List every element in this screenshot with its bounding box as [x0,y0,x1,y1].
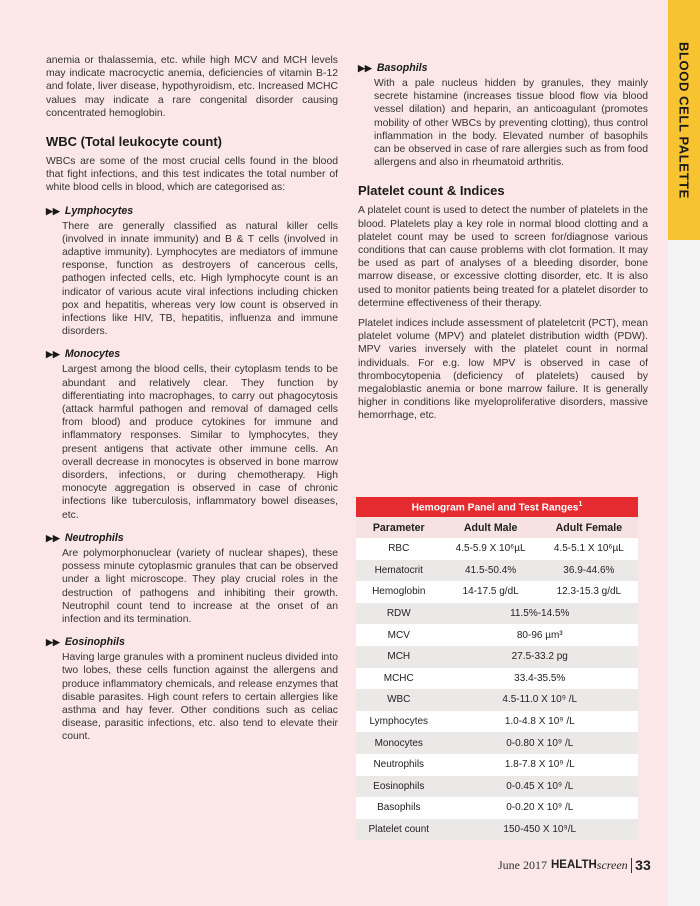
platelet-paragraph-1: A platelet count is used to detect the number of platelets in the blood. Platelets play a key role in normal blood clotting and a platelet count may be used to screen for/diagnose various conditions that can cause problems with clot formation. It may be used as part of analyses of a bleeding disorder, bone marrow disease, or excessive clotting disorder, etc. It is also used to monitor patients being treated for a platelet disorder to determine effectiveness of their therapy. [358,205,648,309]
table-row [356,668,638,690]
cell-parameter: Monocytes [356,732,442,754]
hemogram-table-wrap [356,497,638,840]
cell-range-both: 80-96 µm³ [442,624,638,646]
table-row [356,624,638,646]
basophils-paragraph: With a pale nucleus hidden by granules, they mainly secrete histamine (increases tissue blood flow via blood vessel dilation) and heparin, an anticoagulant (promotes mobility of other WBCs by preventing clotting), thus control inflammation in the body. Elevated number of basophils can be observed in case of rare allergies such as from food allergens and also in rheumatoid arthritis. [374,78,648,169]
cell-range-female: 12.3-15.3 g/dL [540,581,638,603]
platelet-paragraph-2: Platelet indices include assessment of plateletcrit (PCT), mean platelet volume (MPV) and platelet distribution width (PDW). MPV varies inversely with the platelet count in normal individuals. For e.g. low MPV is observed in case of thrombocytopenia (deficiency of platelets) caused by megaloblastic anemia or bone marrow failure. It is generally higher in conditions like myeloproliferative disorders, massive hemorrhage, etc. [358,318,648,422]
eosinophils-paragraph: Having large granules with a prominent nucleus divided into two lobes, these cells function against the allergens and produce inflammatory chemicals, and release enzymes that disable parasites. High count refers to certain allergies like asthma and hay fever. Other conditions such as celiac disease, parasitic infections, etc. also tend to elevate their count. [62,652,338,743]
table-row [356,603,638,625]
cell-range-both: 33.4-35.5% [442,668,638,690]
cell-parameter: Basophils [356,797,442,819]
cell-parameter: MCH [356,646,442,668]
cell-parameter: Hemoglobin [356,581,442,603]
intro-paragraph: anemia or thalassemia, etc. while high MCV and MCH levels may indicate macrocyctic anemia, deficiencies of vitamin B-12 and folate, liver disease, hypothyroidism, etc. Increased MCHC values may indicate a rare congenital disorder causing concentrated hemoglobin. [46,55,338,119]
table-row [356,776,638,798]
monocytes-paragraph: Largest among the blood cells, their cytoplasm tends to be abundant and relatively clear. They function by differentiating into macrophages, to carry out phagocytosis (attack harmful pathogen and removal of damaged cells from blood) and produce cytokines for immune and inflammatory responses. Similar to lymphocytes, they present antigens that activate other immune cells. An overall decrease in monocytes is observed in bone marrow disorders, infections, or during chemotherapy. High monocyte aggregation is observed in case of chronic infections like tuberculosis, inflammatory bowel diseases, etc. [62,364,338,521]
cell-range-both: 150-450 X 10⁹/L [442,819,638,841]
hemogram-table [356,497,638,840]
monocytes-subheading: ▶▶ Monocytes [46,348,121,361]
brand-name: HEALTH [551,859,597,871]
lymphocytes-paragraph: There are generally classified as natural killer cells (involved in innate immunity) and B & T cells (involved in adaptive immunity). Lymphocytes are mediators of immune response, function as destroyers of cancerous cells, pathogen infected cells, etc. High lymphocyte count is an indicator of various acute viral infections including chicken pox and hepatitis, whereas very low count is observed in infections like HIV, TB, hepatitis, influenza and immune disorders. [62,220,338,338]
lymphocytes-subheading: ▶▶ Lymphocytes [46,204,134,217]
cell-parameter: MCV [356,624,442,646]
cell-range-male: 4.5-5.9 X 10⁶µL [442,538,540,560]
cell-parameter: Neutrophils [356,754,442,776]
col-header-parameter: Parameter [356,517,442,538]
cell-parameter: RBC [356,538,442,560]
cell-parameter: Lymphocytes [356,711,442,733]
col-header-female: Adult Female [540,517,638,538]
issue-date: June 2017 [498,857,547,872]
table-row [356,711,638,733]
neutrophils-subheading: ▶▶ Neutrophils [46,531,124,544]
cell-parameter: WBC [356,689,442,711]
table-row [356,797,638,819]
wbc-heading: WBC (Total leukocyte count) [46,134,222,150]
cell-range-both: 11.5%-14.5% [442,603,638,625]
right-column [358,62,648,423]
cell-parameter: RDW [356,603,442,625]
cell-range-female: 4.5-5.1 X 10⁶µL [540,538,638,560]
platelet-heading: Platelet count & Indices [358,183,505,199]
table-title: Hemogram Panel and Test Ranges$^1$ [356,497,638,517]
cell-parameter: MCHC [356,668,442,690]
cell-range-male: 41.5-50.4% [442,560,540,582]
table-row [356,689,638,711]
table-body [356,538,638,840]
table-row [356,560,638,582]
table-row [356,538,638,560]
cell-range-both: 4.5-11.0 X 10⁹ /L [442,689,638,711]
cell-range-both: 0-0.20 X 10⁹ /L [442,797,638,819]
cell-range-male: 14-17.5 g/dL [442,581,540,603]
left-column [46,54,338,744]
table-row [356,732,638,754]
cell-parameter: Eosinophils [356,776,442,798]
neutrophils-paragraph: Are polymorphonuclear (variety of nuclear shapes), these possess minute cytoplasmic granules that can be observed under a light microscope. They play crucial roles in the destruction of pathogens and inhibiting their growth. Neutrophil count tend to increase at the onset of an infection and its termination. [62,547,338,625]
cell-range-both: 0-0.80 X 10⁹ /L [442,732,638,754]
table-row [356,646,638,668]
section-tab-label: BLOOD CELL PALETTE [676,41,692,199]
table-row [356,819,638,841]
cell-parameter: Hematocrit [356,560,442,582]
brand-name-italic: screen [596,857,628,872]
cell-range-both: 27.5-33.2 pg [442,646,638,668]
double-arrow-icon: ▶▶ [46,637,60,648]
cell-range-both: 1.8-7.8 X 10⁹ /L [442,754,638,776]
col-header-male: Adult Male [442,517,540,538]
section-tab [668,0,700,240]
table-row [356,754,638,776]
eosinophils-subheading: ▶▶ Eosinophils [46,636,125,649]
footer-divider [631,858,633,873]
double-arrow-icon: ▶▶ [358,63,372,73]
cell-range-both: 1.0-4.8 X 10⁹ /L [442,711,638,733]
cell-range-female: 36.9-44.6% [540,560,638,582]
double-arrow-icon: ▶▶ [46,349,60,360]
table-row [356,581,638,603]
double-arrow-icon: ▶▶ [46,532,60,543]
basophils-subheading: ▶▶ Basophils [358,62,428,74]
page-number: 33 [635,857,651,873]
cell-range-both: 0-0.45 X 10⁹ /L [442,776,638,798]
cell-parameter: Platelet count [356,819,442,841]
page-footer [498,857,651,873]
wbc-paragraph: WBCs are some of the most crucial cells found in the blood that fight infections, and this test indicates the total number of white blood cells in blood, which are categorised as: [46,156,338,194]
double-arrow-icon: ▶▶ [46,205,60,216]
